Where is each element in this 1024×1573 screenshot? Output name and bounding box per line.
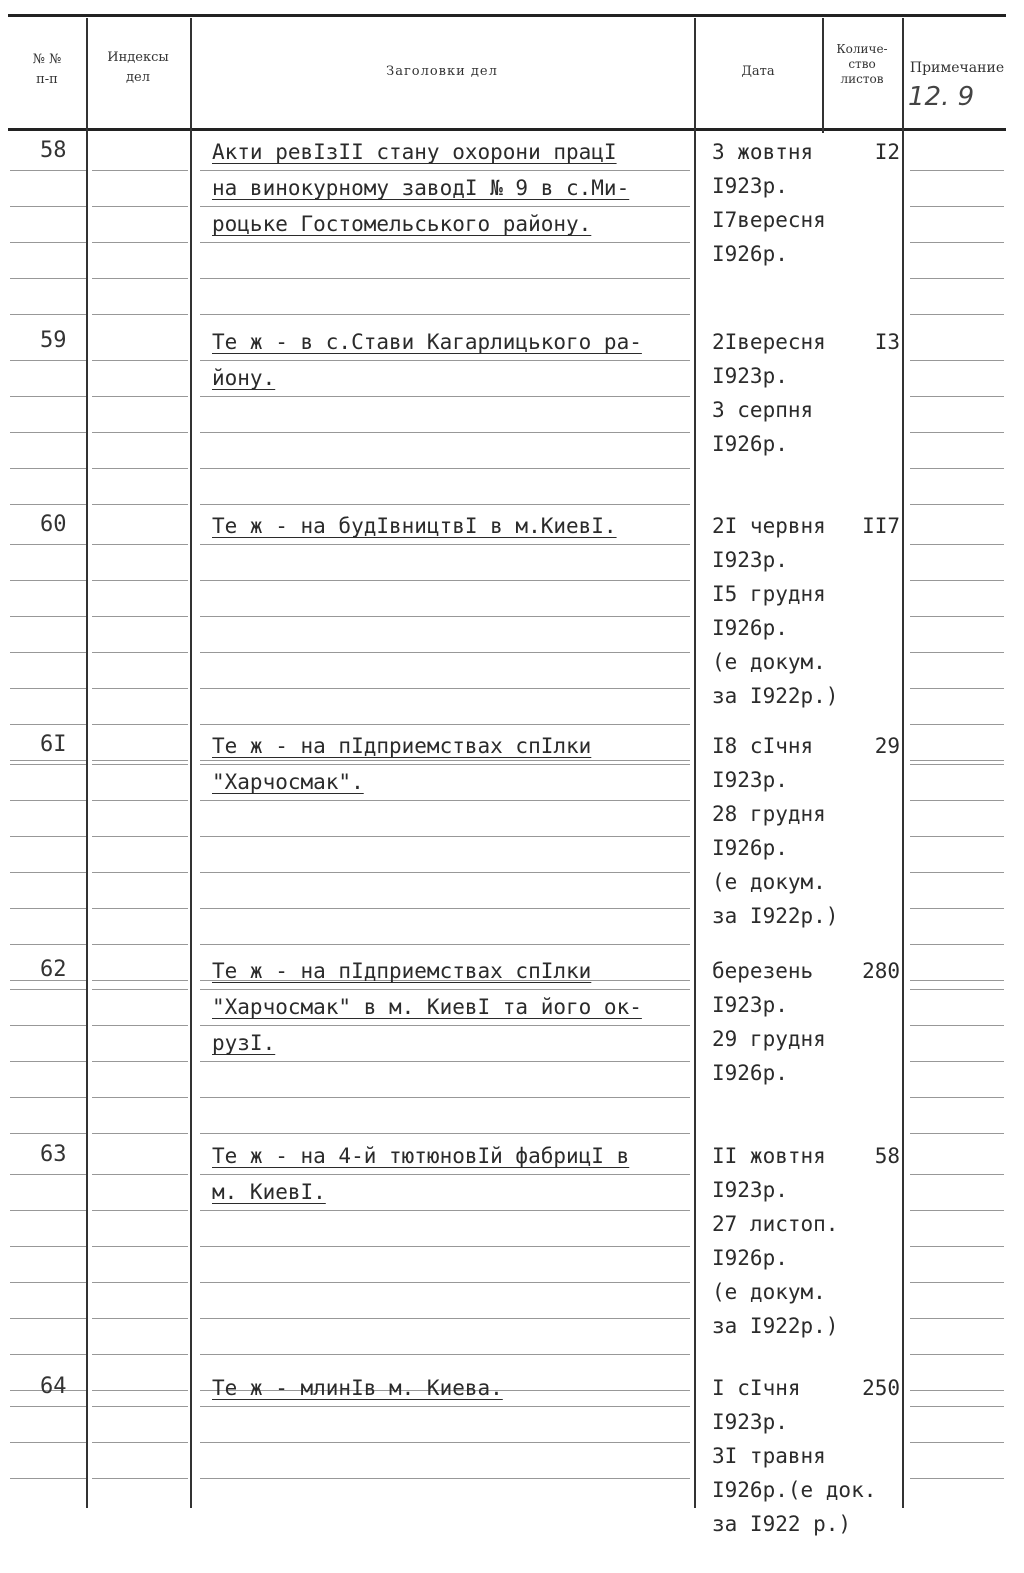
ruled-line (910, 1442, 1004, 1443)
ruled-line (200, 1318, 690, 1319)
ruled-line (92, 1133, 188, 1134)
ruled-line (10, 872, 86, 873)
ruled-line (10, 1174, 86, 1175)
ruled-line (92, 836, 188, 837)
row-sheets: 250 (862, 1376, 900, 1400)
ruled-line (92, 580, 188, 581)
ruled-line (10, 396, 86, 397)
ruled-line (200, 1061, 690, 1062)
row-date-line: I923р. (712, 174, 788, 198)
header-number: № № п-п (32, 52, 62, 87)
ruled-line (910, 908, 1004, 909)
ruled-line (10, 468, 86, 469)
ruled-line (200, 688, 690, 689)
ruled-line (200, 1210, 690, 1211)
ruled-line (10, 1133, 86, 1134)
row-date-line: 2Iвересня (712, 330, 826, 354)
row-date-line: I926р.(е док. (712, 1478, 877, 1502)
row-date-line: 2I червня (712, 514, 826, 538)
row-title-line: Те ж - на пIдприемствах спIлки (212, 734, 592, 758)
ruled-line (200, 1354, 690, 1355)
ruled-line (92, 1061, 188, 1062)
header-rule (8, 128, 1006, 131)
ruled-line (910, 544, 1004, 545)
ruled-line (910, 724, 1004, 725)
row-title-line: Акти ревIзII стану охорони працI (212, 140, 617, 164)
ruled-line (10, 836, 86, 837)
ruled-line (10, 1061, 86, 1062)
ruled-line (92, 1442, 188, 1443)
ruled-line (10, 206, 86, 207)
ruled-line (92, 1246, 188, 1247)
row-date-line: 29 грудня (712, 1027, 826, 1051)
ruled-line (10, 1318, 86, 1319)
row-title-line: "Харчосмак". (212, 770, 364, 794)
ruled-line (92, 468, 188, 469)
row-date-line: I8 сIчня (712, 734, 814, 758)
row-title-line: йону. (212, 366, 276, 390)
ruled-line (92, 170, 188, 171)
row-date-line: 3 серпня (712, 398, 814, 422)
ruled-line (10, 989, 86, 990)
ruled-line (910, 1282, 1004, 1283)
ruled-line (92, 652, 188, 653)
row-date-line: за I922р.) (712, 904, 839, 928)
ruled-line (92, 760, 188, 761)
ruled-line (92, 989, 188, 990)
ruled-line (200, 1246, 690, 1247)
ruled-line (10, 760, 86, 761)
row-date-line: I5 грудня (712, 582, 826, 606)
ruled-line (200, 580, 690, 581)
ruled-line (92, 206, 188, 207)
ruled-line (92, 314, 188, 315)
row-date-line: I926р. (712, 1246, 788, 1270)
ruled-line (10, 504, 86, 505)
row-title-line: Те ж - на будIвництвI в м.КиевI. (212, 514, 617, 538)
ruled-line (200, 278, 690, 279)
folio-number: 12. 9 (908, 82, 975, 112)
row-date-line: 27 листоп. (712, 1212, 839, 1236)
ruled-line (910, 314, 1004, 315)
row-date-line: I926р. (712, 432, 788, 456)
row-title-line: "Харчосмак" в м. КиевI та його ок- (212, 995, 642, 1019)
row-date-line: I926р. (712, 836, 788, 860)
row-date-line: 28 грудня (712, 802, 826, 826)
ruled-line (92, 1097, 188, 1098)
ruled-line (92, 1210, 188, 1211)
ruled-line (92, 688, 188, 689)
row-title-line: Те ж - млинIв м. Киева. (212, 1376, 503, 1400)
ruled-line (10, 616, 86, 617)
row-date-line: (е докум. (712, 650, 826, 674)
ruled-line (200, 836, 690, 837)
ruled-line (200, 1442, 690, 1443)
ruled-line (200, 616, 690, 617)
ruled-line (200, 468, 690, 469)
ruled-line (200, 989, 690, 990)
ruled-line (200, 314, 690, 315)
ruled-line (200, 944, 690, 945)
ruled-line (910, 242, 1004, 243)
row-date-line: 3I травня (712, 1444, 826, 1468)
ruled-line (910, 432, 1004, 433)
ruled-line (92, 764, 188, 765)
ruled-line (200, 170, 690, 171)
ruled-line (910, 1097, 1004, 1098)
ruled-line (910, 872, 1004, 873)
ruled-line (200, 504, 690, 505)
ruled-line (92, 1406, 188, 1407)
ruled-line (910, 278, 1004, 279)
row-date-line: I923р. (712, 1410, 788, 1434)
ruled-line (910, 764, 1004, 765)
ruled-line (10, 1025, 86, 1026)
row-date-line: I923р. (712, 548, 788, 572)
ruled-line (910, 1061, 1004, 1062)
ruled-line (10, 1354, 86, 1355)
ruled-line (200, 1478, 690, 1479)
ruled-line (200, 872, 690, 873)
ruled-line (910, 980, 1004, 981)
row-date-line: I923р. (712, 1178, 788, 1202)
ruled-line (910, 1174, 1004, 1175)
ruled-line (910, 468, 1004, 469)
row-date-line: I923р. (712, 768, 788, 792)
row-date-line: I923р. (712, 993, 788, 1017)
ruled-line (200, 908, 690, 909)
row-date-line: I сIчня (712, 1376, 801, 1400)
ruled-line (910, 760, 1004, 761)
row-date-line: за I922р.) (712, 684, 839, 708)
ruled-line (910, 800, 1004, 801)
ruled-line (200, 800, 690, 801)
ruled-line (92, 1354, 188, 1355)
ruled-line (10, 314, 86, 315)
ruled-line (910, 1025, 1004, 1026)
ruled-line (92, 616, 188, 617)
ruled-line (910, 688, 1004, 689)
ruled-line (10, 800, 86, 801)
ruled-line (92, 908, 188, 909)
ruled-line (10, 580, 86, 581)
ruled-line (10, 1210, 86, 1211)
ruled-line (92, 432, 188, 433)
ruled-line (10, 1246, 86, 1247)
ruled-line (92, 1478, 188, 1479)
ruled-line (10, 360, 86, 361)
ruled-line (910, 1406, 1004, 1407)
row-sheets: I3 (874, 330, 900, 354)
row-number: 64 (40, 1374, 67, 1399)
ruled-line (200, 242, 690, 243)
ruled-line (200, 360, 690, 361)
ruled-line (92, 1025, 188, 1026)
row-sheets: 58 (874, 1144, 900, 1168)
row-title-line: рузI. (212, 1031, 276, 1055)
ruled-line (200, 652, 690, 653)
ruled-line (910, 1354, 1004, 1355)
ruled-line (200, 1025, 690, 1026)
ruled-line (910, 652, 1004, 653)
ruled-line (200, 724, 690, 725)
row-date-line: I926р. (712, 616, 788, 640)
row-number: 59 (40, 328, 67, 353)
ruled-line (92, 944, 188, 945)
ruled-line (10, 908, 86, 909)
ruled-line (910, 396, 1004, 397)
row-sheets: 29 (874, 734, 900, 758)
ruled-line (910, 1133, 1004, 1134)
ruled-line (92, 980, 188, 981)
row-sheets: 280 (862, 959, 900, 983)
ruled-line (200, 1282, 690, 1283)
ruled-line (10, 432, 86, 433)
ruled-line (10, 1282, 86, 1283)
ruled-line (910, 580, 1004, 581)
ruled-line (10, 1478, 86, 1479)
ruled-line (92, 1390, 188, 1391)
header-date: Дата (741, 64, 775, 79)
row-date-line: за I922 р.) (712, 1512, 852, 1536)
ruled-line (200, 432, 690, 433)
ruled-line (200, 764, 690, 765)
ruled-line (910, 1210, 1004, 1211)
row-date-line: (е докум. (712, 870, 826, 894)
ruled-line (92, 872, 188, 873)
ruled-line (10, 688, 86, 689)
ruled-line (200, 1406, 690, 1407)
ruled-line (10, 278, 86, 279)
ruled-line (10, 242, 86, 243)
row-title-line: роцьке Гостомельського району. (212, 212, 592, 236)
top-rule (8, 14, 1006, 17)
ruled-line (910, 206, 1004, 207)
ruled-line (910, 616, 1004, 617)
ruled-line (10, 724, 86, 725)
row-date-line: I926р. (712, 1061, 788, 1085)
ruled-line (10, 1442, 86, 1443)
row-date-line: I923р. (712, 364, 788, 388)
row-number: 62 (40, 957, 67, 982)
row-number: 63 (40, 1142, 67, 1167)
ruled-line (92, 1282, 188, 1283)
ruled-line (200, 544, 690, 545)
header-sheets: Количе- ство листов (836, 42, 888, 86)
ruled-line (200, 396, 690, 397)
ruled-line (10, 170, 86, 171)
row-number: 6I (40, 732, 67, 757)
header-index: Индексы дел (107, 50, 169, 85)
row-sheets: I2 (874, 140, 900, 164)
column-divider (694, 18, 696, 1508)
row-date-line: II жовтня (712, 1144, 826, 1168)
row-date-line: березень (712, 959, 814, 983)
row-sheets: II7 (862, 514, 900, 538)
ruled-line (92, 242, 188, 243)
row-title-line: Те ж - в с.Стави Кагарлицького ра- (212, 330, 642, 354)
ruled-line (92, 800, 188, 801)
row-title-line: Те ж - на 4-й тютюновIй фабрицI в (212, 1144, 630, 1168)
row-date-line: 3 жовтня (712, 140, 814, 164)
ruled-line (910, 944, 1004, 945)
header-note: Примечание (909, 60, 1005, 76)
ruled-line (92, 1318, 188, 1319)
ruled-line (200, 1174, 690, 1175)
row-title-line: на винокурному заводI № 9 в с.Ми- (212, 176, 630, 200)
ruled-line (200, 1133, 690, 1134)
ruled-line (92, 278, 188, 279)
row-number: 58 (40, 138, 67, 163)
row-date-line: (е докум. (712, 1280, 826, 1304)
row-date-line: I7вересня (712, 208, 826, 232)
ruled-line (910, 504, 1004, 505)
ruled-line (200, 1097, 690, 1098)
ruled-line (910, 1318, 1004, 1319)
ruled-line (910, 1478, 1004, 1479)
row-number: 60 (40, 512, 67, 537)
ruled-line (10, 652, 86, 653)
header-title: Заголовки дел (386, 64, 498, 79)
column-divider (86, 18, 88, 1508)
ruled-line (10, 1406, 86, 1407)
ruled-line (92, 504, 188, 505)
ruled-line (92, 396, 188, 397)
row-date-line: I926р. (712, 242, 788, 266)
ruled-line (200, 206, 690, 207)
ruled-line (92, 360, 188, 361)
ruled-line (10, 944, 86, 945)
column-divider (902, 18, 904, 1508)
ruled-line (910, 170, 1004, 171)
row-date-line: за I922р.) (712, 1314, 839, 1338)
ruled-line (10, 1097, 86, 1098)
ruled-line (10, 764, 86, 765)
ruled-line (910, 1390, 1004, 1391)
ruled-line (92, 544, 188, 545)
row-title-line: м. КиевI. (212, 1180, 326, 1204)
column-divider (190, 18, 192, 1508)
ruled-line (910, 1246, 1004, 1247)
ruled-line (10, 544, 86, 545)
ruled-line (910, 836, 1004, 837)
ruled-line (92, 1174, 188, 1175)
ruled-line (92, 724, 188, 725)
ruled-line (910, 989, 1004, 990)
row-title-line: Те ж - на пIдприемствах спIлки (212, 959, 592, 983)
ruled-line (910, 360, 1004, 361)
